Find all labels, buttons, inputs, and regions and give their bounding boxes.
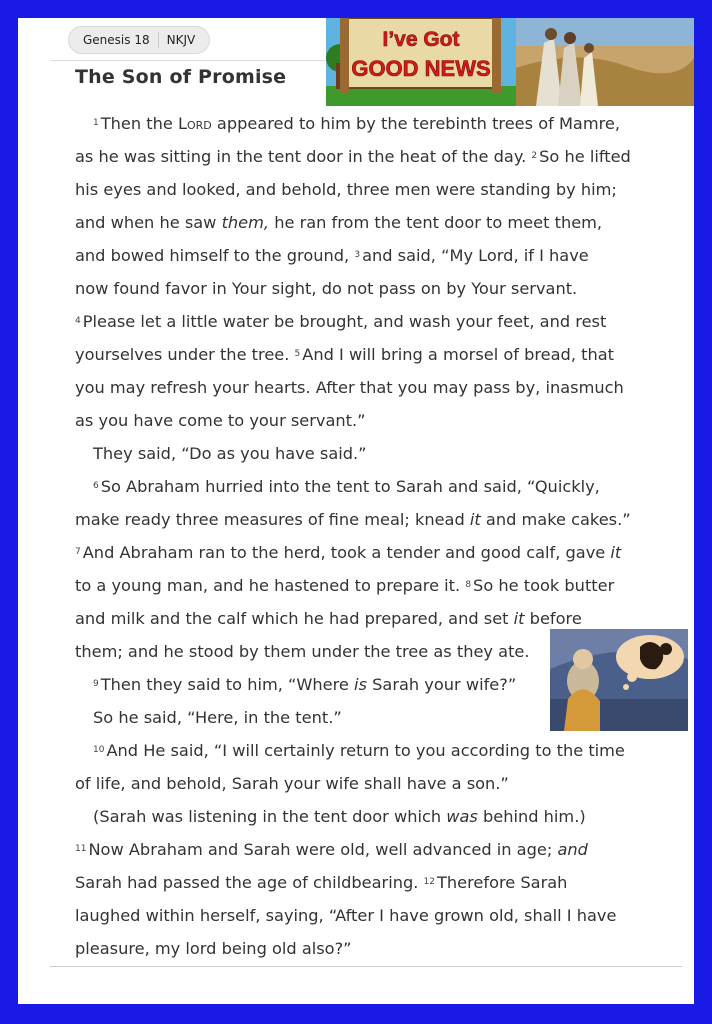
version-label[interactable]: NKJV: [166, 33, 196, 47]
verse-number: 3: [354, 250, 361, 260]
text-line: as you have come to your servant.”: [75, 411, 366, 430]
banner-line-2: GOOD NEWS: [351, 56, 491, 81]
text-line: $^7$ And Abraham ran to the herd, took a tender and good calf, gave it: [75, 543, 622, 562]
verse-number: 1: [93, 118, 99, 128]
verse-number: 11: [75, 844, 87, 854]
text-line: as he was sitting in the tent door in the heat of the day. $^2$ So he lifted: [75, 147, 631, 166]
text-line: his eyes and looked, and behold, three men were standing by him;: [75, 180, 617, 199]
text-line: $^6$ So Abraham hurried into the tent to Sarah and said, “Quickly,: [93, 477, 600, 496]
text-line: and milk and the calf which he had prepared, and set it before: [75, 609, 582, 628]
verse-number: 9: [93, 679, 99, 689]
text-line: to a young man, and he hastened to prepare it. $^8$ So he took butter: [75, 576, 615, 595]
chapter-selector[interactable]: [68, 26, 210, 54]
text-line: laughed within herself, saying, “After I have grown old, shall I have: [75, 906, 617, 925]
section-heading: The Son of Promise: [75, 66, 287, 88]
verse-number: 7: [75, 547, 81, 557]
text-line: Sarah had passed the age of childbearing. $^{12}$ Therefore Sarah: [75, 873, 568, 892]
verse-number: 5: [294, 349, 301, 359]
verse-number: 2: [531, 151, 538, 161]
good-news-banner: [326, 18, 694, 106]
book-chapter-label[interactable]: Genesis 18: [83, 33, 150, 47]
text-line: of life, and behold, Sarah your wife shall have a son.”: [75, 774, 509, 793]
text-line: and when he saw them, he ran from the tent door to meet them,: [75, 213, 603, 232]
text-line: $^{10}$ And He said, “I will certainly return to you according to the time: [93, 741, 625, 760]
text-line: $^{11}$ Now Abraham and Sarah were old, well advanced in age; and: [75, 840, 588, 859]
text-line: them; and he stood by them under the tree as they ate.: [75, 642, 530, 661]
text-line: make ready three measures of fine meal; knead it and make cakes.”: [75, 510, 631, 529]
verse-number: 4: [75, 316, 81, 326]
text-line: yourselves under the tree. $^5$ And I will bring a morsel of bread, that: [75, 345, 614, 364]
bible-page: [18, 18, 694, 1004]
verse-number: 8: [465, 580, 472, 590]
text-line: pleasure, my lord being old also?”: [75, 939, 352, 958]
scripture-text: [75, 107, 655, 965]
footer-divider: [50, 966, 682, 967]
text-line: So he said, “Here, in the tent.”: [93, 708, 342, 727]
text-line: $^9$ Then they said to him, “Where is Sarah your wife?”: [93, 675, 517, 694]
verse-number: 10: [93, 745, 105, 755]
banner-line-1: I’ve Got: [382, 28, 460, 51]
text-line: and bowed himself to the ground, $^3$ and said, “My Lord, if I have: [75, 246, 589, 265]
text-line: (Sarah was listening in the tent door which was behind him.): [93, 807, 586, 826]
text-line: They said, “Do as you have said.”: [93, 444, 367, 463]
text-line: you may refresh your hearts. After that you may pass by, inasmuch: [75, 378, 624, 397]
text-line: now found favor in Your sight, do not pass on by Your servant.: [75, 279, 578, 298]
text-line: $^4$ Please let a little water be brought, and wash your feet, and rest: [75, 312, 607, 331]
verse-number: 12: [423, 877, 435, 887]
text-line: $^1$ Then the Lord appeared to him by the terebinth trees of Mamre,: [93, 114, 621, 133]
verse-number: 6: [93, 481, 99, 491]
